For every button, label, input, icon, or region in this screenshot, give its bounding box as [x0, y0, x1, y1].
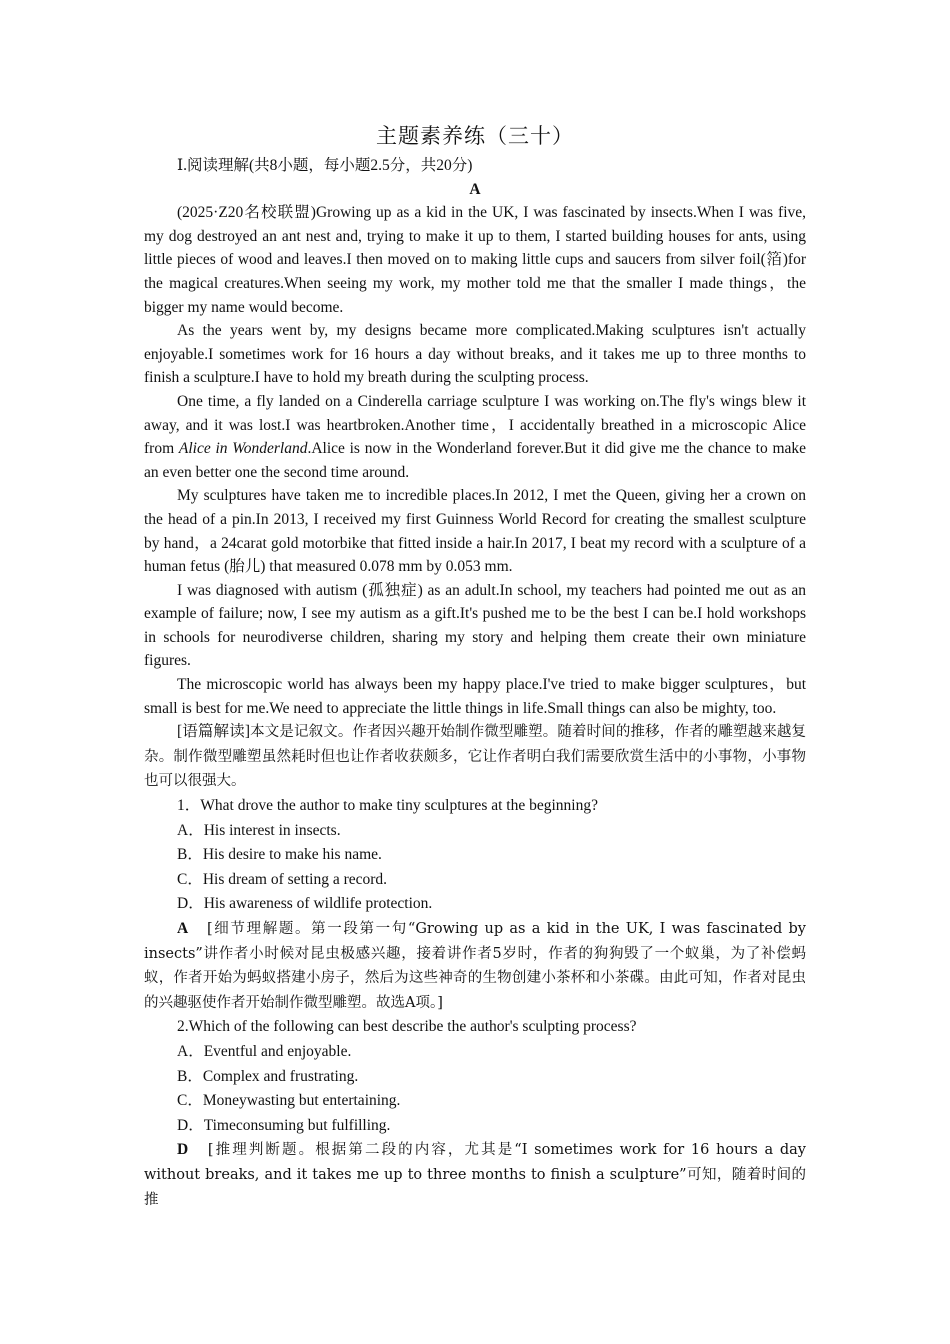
passage-label: A — [469, 180, 481, 198]
paragraph-4: My sculptures have taken me to incredible places.In 2012, I met the Queen, giving her a crown on the head of a pin.In 2013, I received my first Guinness World Record for creating the smallest sculpture by hand，a 24carat gold motorbike that fitted inside a hair.In 2017, I beat my record with a sculpture of a human fetus (胎儿) that measured 0.078 mm by 0.053 mm. — [144, 487, 806, 576]
question-1 — [144, 794, 806, 1015]
passage-analysis — [144, 720, 806, 794]
analysis-label: [语篇解读] — [177, 723, 250, 741]
option-a: A．His interest in insects. — [177, 821, 341, 839]
section-heading: Ⅰ.阅读理解(共8小题，每小题2.5分，共20分) — [177, 157, 473, 174]
explanation-text: [推理判断题。根据第二段的内容，尤其是“I sometimes work for 16 hours a day without breaks, and it takes me up to three months to finish a sculpture”可知，随着时间的推 — [144, 1142, 806, 1208]
option-d: D．His awareness of wildlife protection. — [177, 895, 433, 913]
question-2 — [144, 1015, 806, 1212]
option-b: B．Complex and frustrating. — [177, 1067, 359, 1085]
answer-explanation — [144, 1138, 806, 1212]
answer-explanation — [144, 917, 806, 1015]
option-c: C．His dream of setting a record. — [177, 870, 388, 888]
answer-letter: D — [177, 1141, 189, 1159]
paragraph-3 — [144, 390, 806, 484]
option-a: A．Eventful and enjoyable. — [177, 1042, 352, 1060]
page-title: 主题素养练（三十） — [376, 124, 574, 148]
document-page — [144, 120, 806, 1212]
book-title: Alice in Wonderland — [178, 440, 308, 458]
question-stem: 2.Which of the following can best describe the author's sculpting process? — [177, 1018, 637, 1036]
explanation-text: [细节理解题。第一段第一句“Growing up as a kid in the UK, I was fascinated by insects”讲作者小时候对昆虫极感兴趣，接着讲作者5岁时，作者的狗狗毁了一个蚁巢，为了补偿蚂蚁，作者开始为蚂蚁搭建小房子，然后为这些神奇的生物创建小茶杯和小茶碟。由此可知，作者对昆虫的兴趣驱使作者开始制作微型雕塑。故选A项。] — [144, 921, 806, 1011]
answer-letter: A — [177, 920, 189, 937]
paragraph-2: As the years went by, my designs became more complicated.Making sculptures isn't actually enjoyable.I sometimes work for 16 hours a day without breaks, and it takes me up to three months to finish a sculpture.I have to hold my breath during the sculpting process. — [144, 322, 806, 387]
paragraph-3-part-b: .Alice is now in the Wonderland forever.But it did give me the chance to make an even better one the second time around. — [144, 440, 807, 481]
option-b: B．His desire to make his name. — [177, 846, 382, 864]
paragraph-1: (2025·Z20名校联盟)Growing up as a kid in the UK, I was fascinated by insects.When I was five, my dog destroyed an ant nest and, trying to make it up to them, I started building houses for ants, using little pieces of wood and leaves.I then moved on to making little cups and saucers from silver foil(箔)for the magical creatures.When seeing my work, my mother told me that the smaller I made things，the bigger my name would become. — [144, 204, 806, 316]
paragraph-6: The microscopic world has always been my happy place.I've tried to make bigger sculptures，but small is best for me.We need to appreciate the little things in life.Small things can also be mighty, too. — [144, 676, 806, 717]
analysis-text: 本文是记叙文。作者因兴趣开始制作微型雕塑。随着时间的推移，作者的雕塑越来越复杂。制作微型雕塑虽然耗时但也让作者收获颇多，它让作者明白我们需要欣赏生活中的小事物，小事物也可以很强大。 — [144, 724, 806, 790]
paragraph-3-part-a: One time, a fly landed on a Cinderella carriage sculpture I was working on.The fly's wings blew it away, and it was lost.I was heartbroken.Another time，I accidentally breathed in a microscopic Alice from — [144, 392, 806, 458]
option-c: C．Moneywasting but entertaining. — [177, 1092, 401, 1110]
question-stem: 1．What drove the author to make tiny sculptures at the beginning? — [177, 797, 598, 815]
paragraph-5: I was diagnosed with autism (孤独症) as an adult.In school, my teachers had pointed me out as an example of failure; now, I see my autism as a gift.It's pushed me to be the best I can be.I hold workshops in schools for neurodiverse children, sharing my story and helping them create their own miniature figures. — [144, 581, 806, 670]
option-d: D．Timeconsuming but fulfilling. — [177, 1116, 391, 1134]
